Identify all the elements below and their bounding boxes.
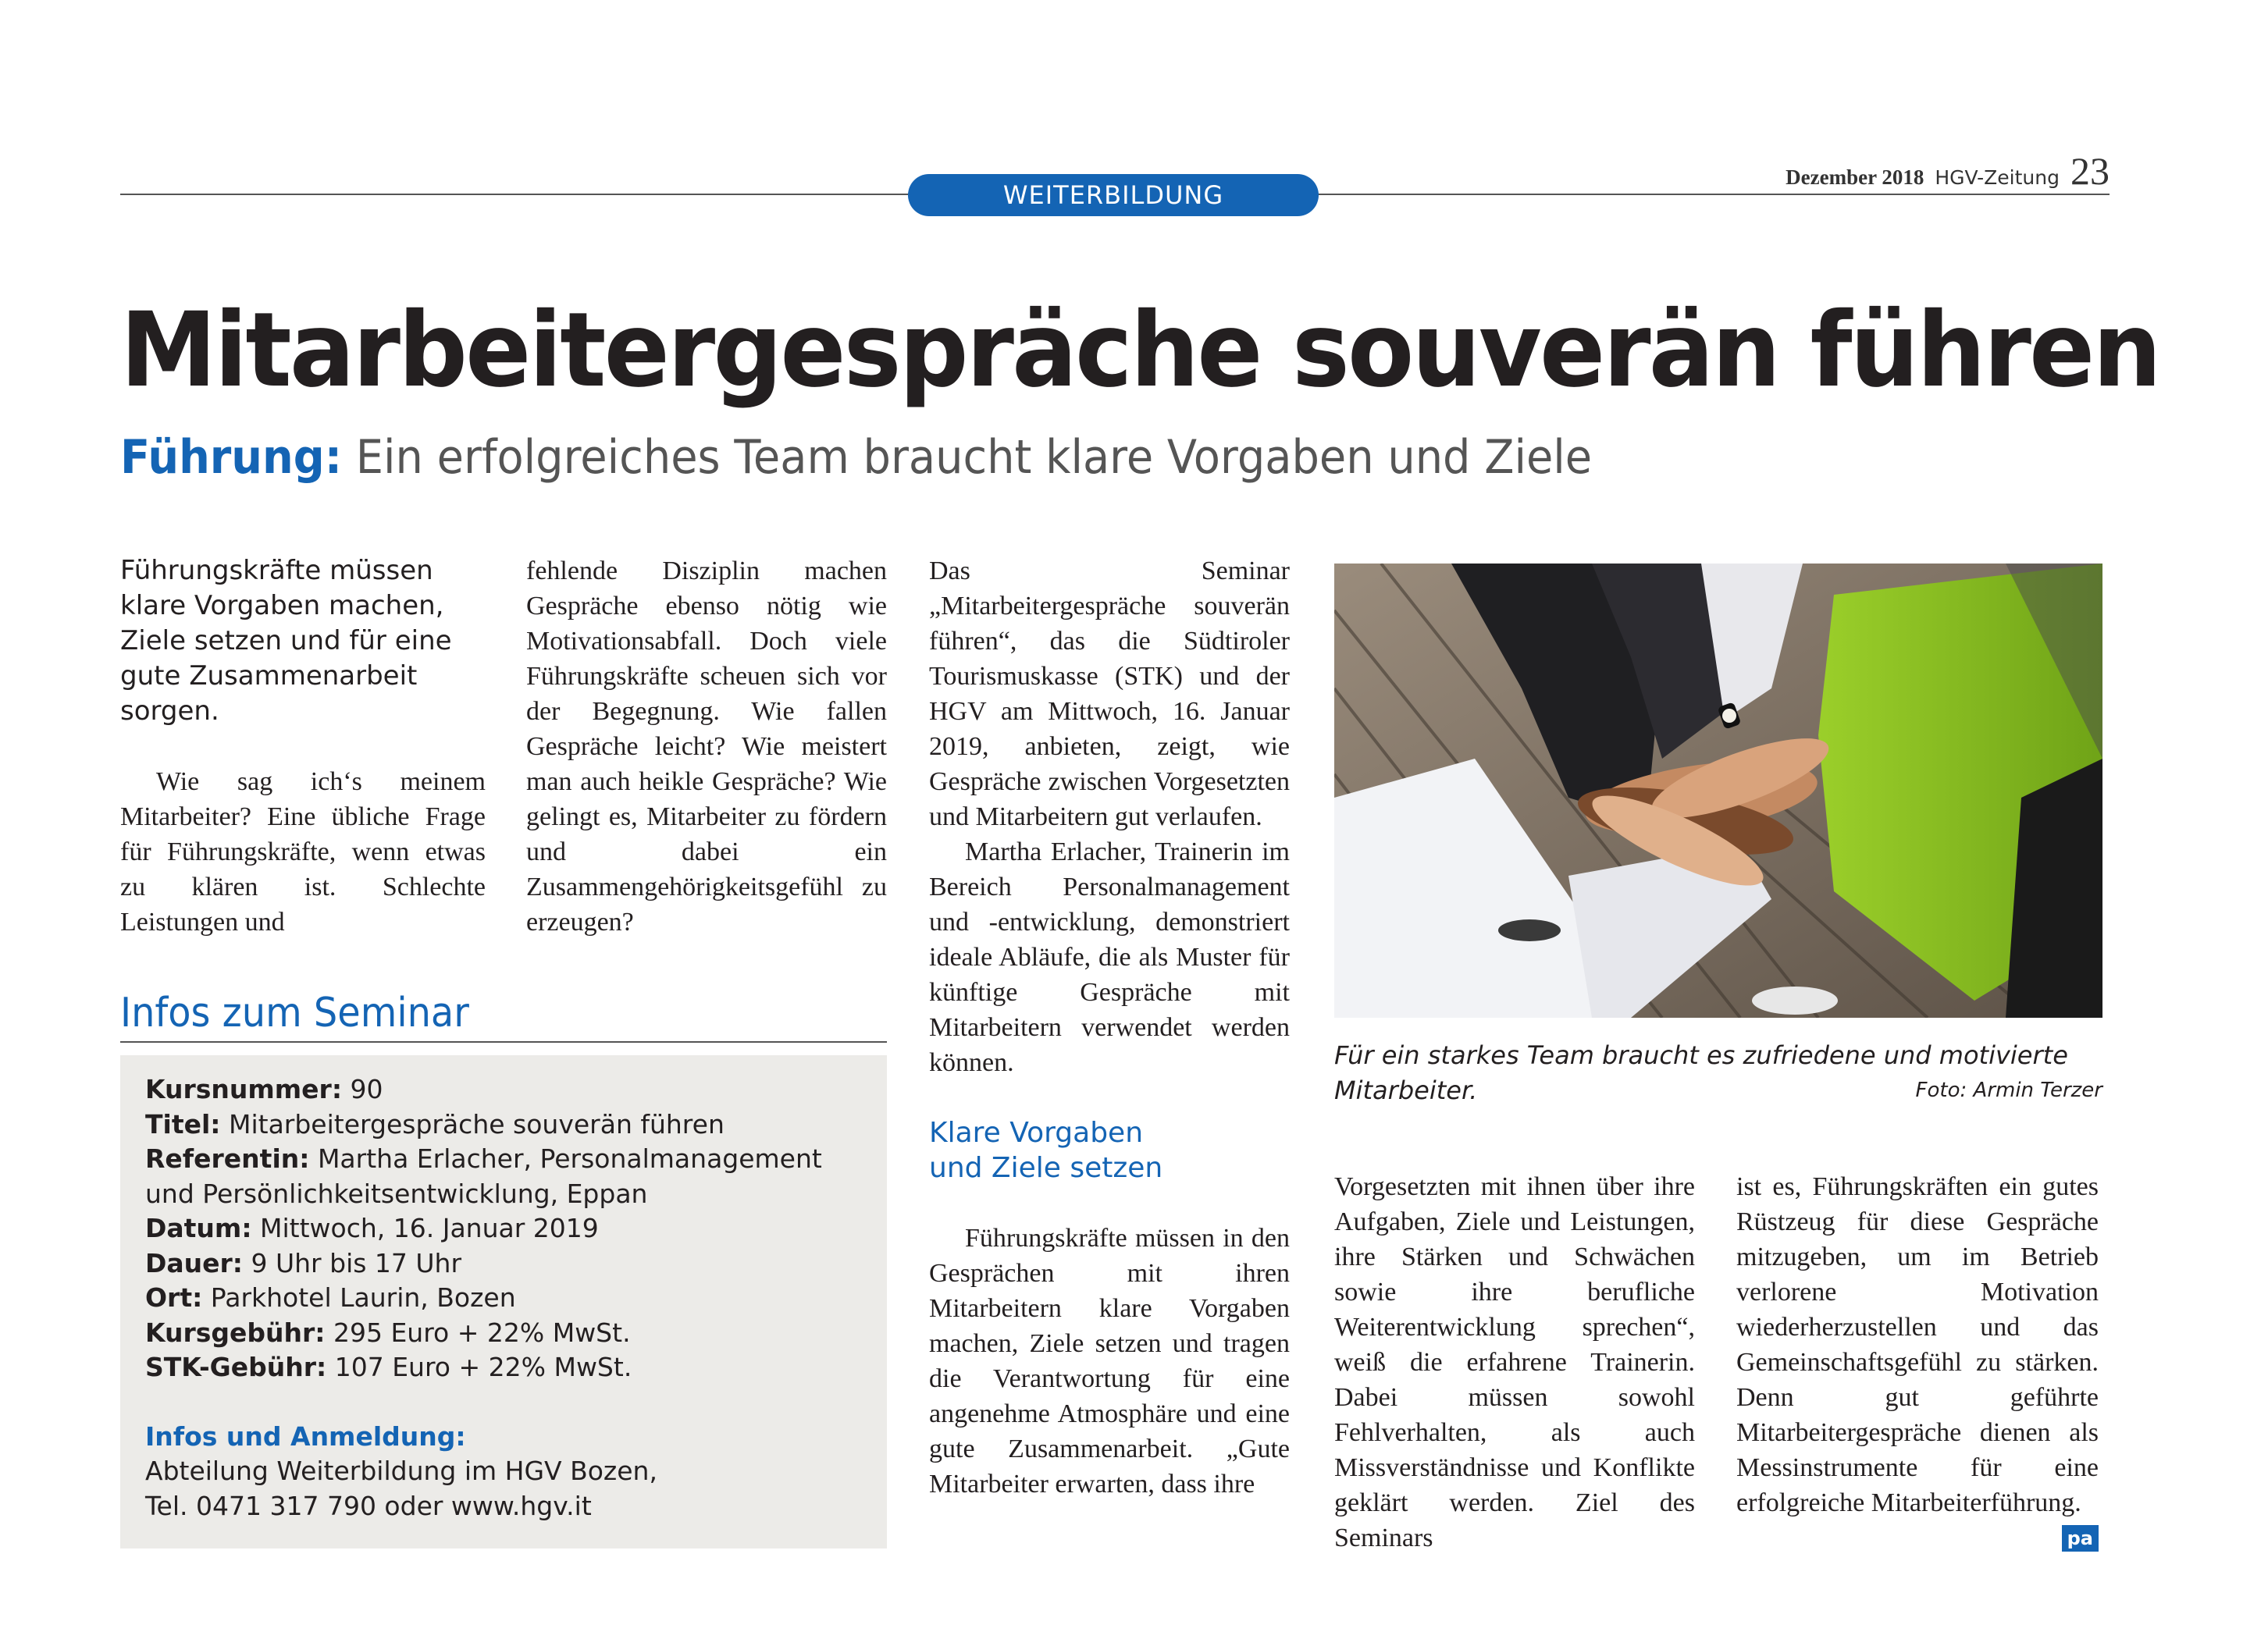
- section-subtitle: Klare Vorgaben und Ziele setzen: [929, 1117, 1163, 1184]
- page-number: 23: [2070, 149, 2110, 193]
- column-3: [929, 553, 1290, 1502]
- column-4: [1334, 1169, 1695, 1556]
- headline: Mitarbeitergespräche souverän führen: [120, 290, 2159, 411]
- info-rule: [120, 1041, 887, 1043]
- deck: Ein erfolgreiches Team braucht klare Vorgaben und Ziele: [355, 430, 1593, 485]
- info-row-title: Titel: Mitarbeitergespräche souverän führen: [145, 1108, 725, 1140]
- kicker: Führung:: [120, 430, 343, 485]
- body-paragraph: ist es, Führungskräften ein gutes Rüstzeug für diese Gespräche mitzugeben, um im Betrieb verlorene Motivation wiederherzustellen und das Gemeinschaftsgefühl zu stärken. Denn gut geführte Mitarbeitergespräche dienen als Messinstrumente für eine erfolgreiche Mitarbeiterführung. pa: [1736, 1169, 2099, 1520]
- body-paragraph: Vorgesetzten mit ihnen über ihre Aufgaben, Ziele und Leistungen, ihre Stärken und Schwächen sowie ihre berufliche Weiterentwicklung sprechen“, weiß die erfahrene Trainerin. Dabei müssen sowohl Fehlverhalten, als auch Missverständnisse und Konflikte geklärt werden. Ziel des Seminars: [1334, 1172, 1695, 1552]
- info-heading: Infos zum Seminar: [120, 990, 469, 1036]
- info-row-trainer: Referentin: Martha Erlacher, Personalmanagement und Persönlichkeitsentwicklung, Eppan: [145, 1143, 822, 1209]
- folio: [1786, 148, 2110, 192]
- body-paragraph: Das Seminar „Mitarbeitergespräche souverän führen“, das die Südtiroler Tourismuskasse (STK) und der HGV am Mittwoch, 16. Januar 2019, anbieten, zeigt, wie Gespräche zwischen Vorgesetzten und Mitarbeitern gut verlaufen.: [929, 556, 1290, 831]
- info-row-duration: Dauer: 9 Uhr bis 17 Uhr: [145, 1247, 462, 1278]
- info-box: [120, 1055, 887, 1548]
- info-row-course-number: Kursnummer: 90: [145, 1074, 383, 1104]
- paper-name: HGV-Zeitung: [1935, 166, 2060, 189]
- info-row-stk-fee: STK-Gebühr: 107 Euro + 22% MwSt.: [145, 1352, 632, 1382]
- subheadline: [120, 432, 1592, 483]
- caption-text: Für ein starkes Team braucht es zufriedene und motivierte Mitarbeiter.: [1334, 1040, 2068, 1105]
- column-1: [120, 553, 486, 940]
- contact-line: Abteilung Weiterbildung im HGV Bozen,: [145, 1456, 657, 1486]
- section-label: WEITERBILDUNG: [908, 174, 1319, 216]
- body-paragraph: Führungskräfte müssen in den Gesprächen mit ihren Mitarbeitern klare Vorgaben machen, Ziele setzen und tragen die Verantwortung für eine angenehme Atmosphäre und eine gute Zusammenarbeit. „Gute Mitarbeiter erwarten, dass ihre: [929, 1224, 1290, 1499]
- info-row-course-fee: Kursgebühr: 295 Euro + 22% MwSt.: [145, 1317, 631, 1348]
- photo-caption: [1334, 1038, 2102, 1108]
- body-paragraph: fehlende Disziplin machen Gespräche ebenso nötig wie Motivationsabfall. Doch viele Führungskräfte scheuen sich vor der Begegnung. Wie fallen Gespräche leicht? Wie meistert man auch heikle Gespräche? Wie gelingt es, Mitarbeiter zu fördern und dabei ein Zusammengehörigkeitsgefühl zu erzeugen?: [526, 556, 887, 937]
- body-paragraph: Wie sag ich‘s meinem Mitarbeiter? Eine übliche Frage für Führungskräfte, wenn etwas zu klären ist. Schlechte Leistungen und: [120, 767, 486, 937]
- photo-credit: Foto: Armin Terzer: [1915, 1079, 2102, 1102]
- lead-paragraph: Führungskräfte müssen klare Vorgaben machen, Ziele setzen und für eine gute Zusammenarbeit sorgen.: [120, 555, 452, 727]
- author-badge: pa: [2062, 1525, 2099, 1552]
- issue-month: Dezember 2018: [1786, 165, 1924, 189]
- body-paragraph: Martha Erlacher, Trainerin im Bereich Personalmanagement und -entwicklung, demonstriert ideale Abläufe, die als Muster für künftige Gespräche mit Mitarbeitern verwendet werden können.: [929, 837, 1290, 1077]
- info-row-location: Ort: Parkhotel Laurin, Bozen: [145, 1282, 516, 1313]
- contact-heading: Infos und Anmeldung:: [145, 1420, 466, 1452]
- column-5: [1736, 1169, 2099, 1552]
- contact-line: Tel. 0471 317 790 oder www.hgv.it: [145, 1490, 592, 1521]
- column-2: [526, 553, 887, 940]
- team-photo: [1334, 564, 2102, 1018]
- info-row-date: Datum: Mittwoch, 16. Januar 2019: [145, 1213, 599, 1243]
